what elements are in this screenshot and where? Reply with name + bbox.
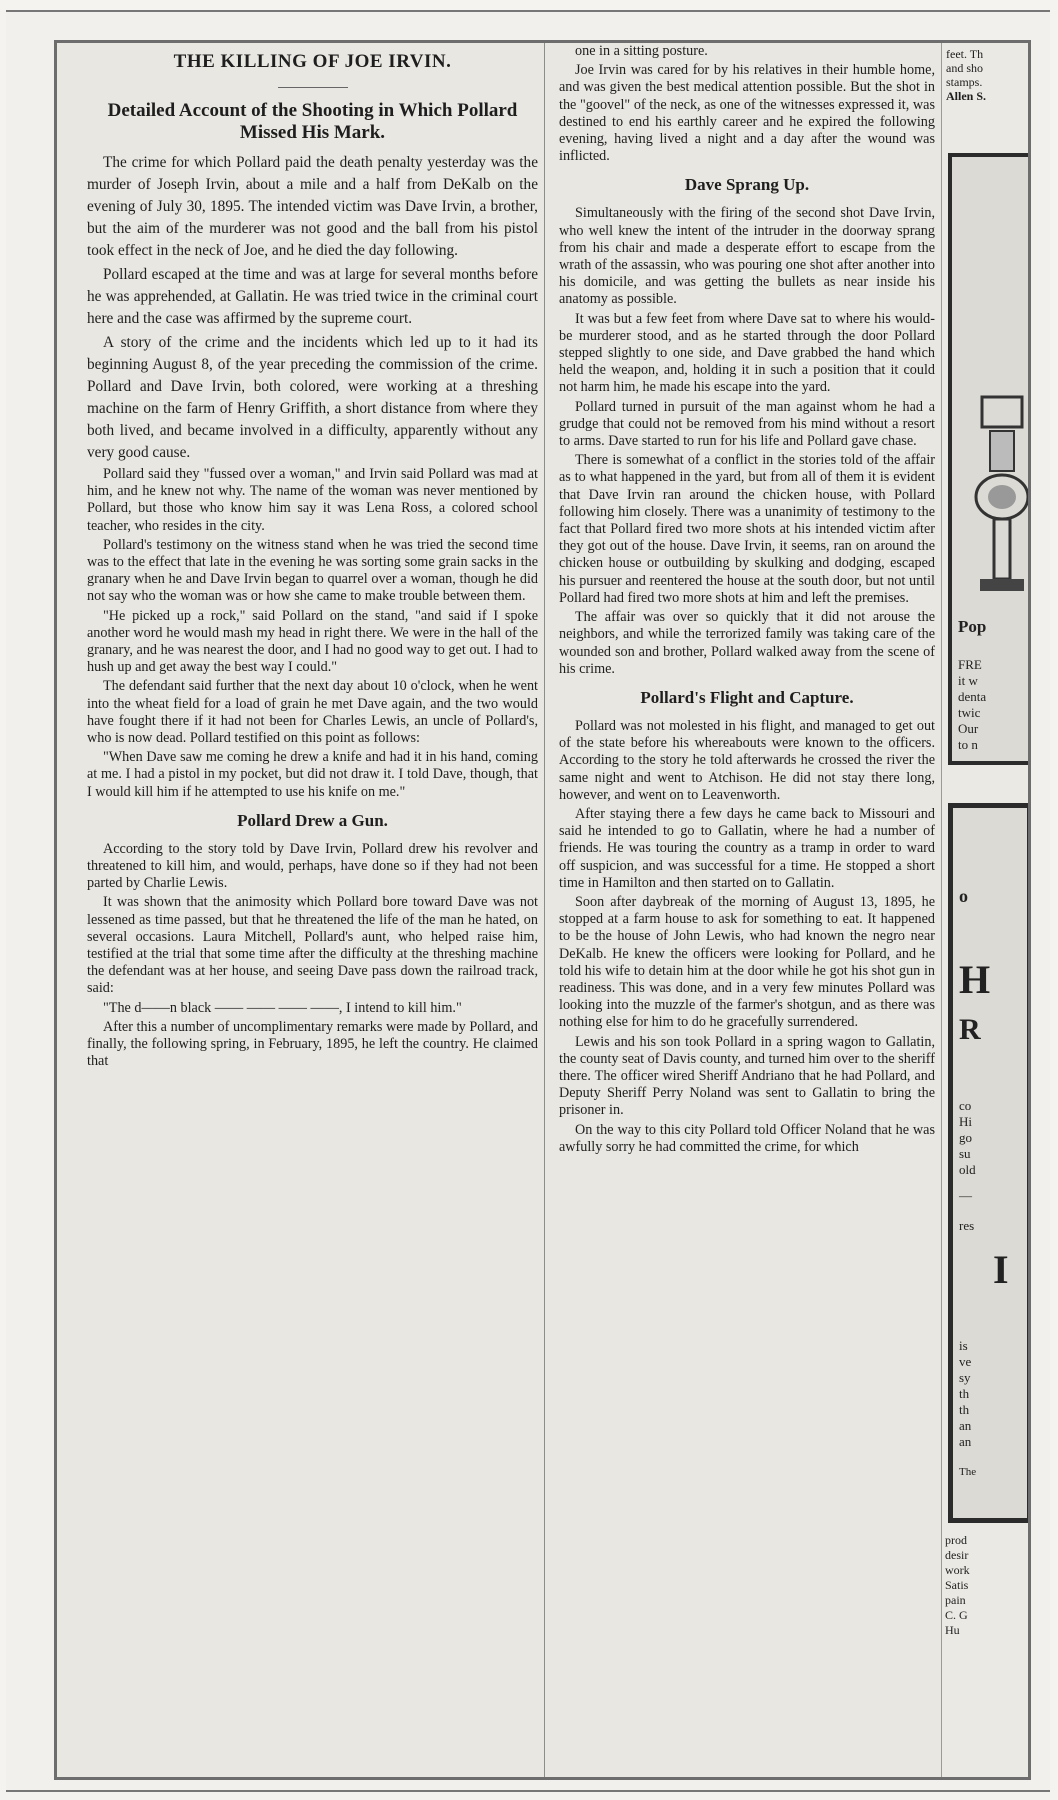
paragraph: "He picked up a rock," said Pollard on the stand, "and said if I spoke another word he would mash my head in right there. We were in the hall of the granary, and he was nearest the door, and I had no good way to get out. I had to hush up and get away the best way I could."	[87, 607, 538, 676]
neighbor-bottom-fragments	[945, 1533, 1031, 1638]
article-subhead: Detailed Account of the Shooting in Which Pollard Missed His Mark.	[107, 100, 518, 143]
advertisement-box-2	[948, 803, 1031, 1523]
paragraph: Pollard was not molested in his flight, and managed to get out of the state before his whereabouts were known to the officers. According to the story he told afterwards he crossed the river the same night and went to Atchison. He did not stay there long, however, and went on to Leavenworth.	[559, 717, 935, 803]
paragraph: Pollard said they "fussed over a woman," and Irvin said Pollard was mad at him, and he knew not why. The name of the woman was never mentioned by Pollard, but those who know him say it was Lena Ross, a colored school teacher, who resides in the city.	[87, 466, 538, 534]
paragraph: Lewis and his son took Pollard in a spring wagon to Gallatin, the county seat of Davis county, and turned him over to the sheriff there. The officer wired Sheriff Andriano that he had Pollard, and Deputy Sheriff Perry Noland was sent to Gallatin to bring the prisoner in.	[559, 1033, 935, 1119]
article-column-1	[77, 43, 545, 1777]
paragraph: "When Dave saw me coming he drew a knife and had it in his hand, coming at me. I had a pistol in my pocket, but did not draw it. I told Dave, though, that I would kill him if he attempted to use his knife on me."	[87, 749, 538, 800]
neighbor-line: pain	[945, 1593, 966, 1607]
ad-fragment: th	[959, 1386, 970, 1401]
ad-fragment: Hi	[959, 1114, 972, 1129]
section-heading-flight-and-capture: Pollard's Flight and Capture.	[640, 687, 854, 707]
paragraph: On the way to this city Pollard told Officer Noland that he was awfully sorry he had committed the crime, for which	[559, 1121, 935, 1155]
ad-fragment: an	[959, 1418, 972, 1433]
newspaper-clipping	[54, 40, 1031, 1780]
paragraph: The defendant said further that the next day about 10 o'clock, when he went into the wheat field for a load of grain he met Dave again, and the two would have fought there if it had not been for Charles Lewis, an uncle of Pollard's, who is now dead. Pollard testified on this point as follows:	[87, 678, 538, 747]
page-frame	[6, 10, 1050, 1792]
paragraph: Pollard turned in pursuit of the man against whom he had a grudge that could not be removed from his mind without a resort to arms. Dave started to run for his life and Pollard gave chase.	[559, 398, 935, 450]
paragraph: Joe Irvin was cared for by his relatives in their humble home, and was given the best medical attention possible. But the shot in the "goovel" of the neck, as one of the witnesses expressed it, was destined to end his earthly career and he expired the following evening, having lived a night and a day after the wound was inflicted.	[559, 62, 935, 165]
ad-big-letter: H	[959, 957, 991, 1002]
paragraph: Soon after daybreak of the morning of August 13, 1895, he stopped at a farm house to ask for something to eat. It happened to be the house of John Lewis, who had known the negro near DeKalb. He knew the officers were looking for Pollard, and he told his wife to detain him at the door while he got his shot gun in readiness. This was done, and in a very few minutes Pollard was looking into the muzzle of the farmer's shotgun, and as there was nothing else for him to do he gracefully surrendered.	[559, 893, 935, 1031]
ad-fragment: ve	[959, 1354, 972, 1369]
paragraph: Simultaneously with the firing of the second shot Dave Irvin, who well knew the intent of the intruder in the doorway sprang from his chair and made a desperate effort to escape from the wrath of the assassin, who was pouring one shot after another into his domicile, and was getting the bullets as near inside his anatomy as possible.	[559, 205, 935, 308]
lamp-illustration-icon	[972, 387, 1031, 607]
ad-fragment: old	[959, 1162, 976, 1177]
paragraph: A story of the crime and the incidents which led up to it had its beginning August 8, of the year preceding the commission of the crime. Pollard and Dave Irvin, both colored, were working at a threshing machine on the farm of Henry Griffith, a short distance from where they both lived, and became involved in a difficulty, apparently without any very good cause.	[87, 334, 538, 461]
article-headline: THE KILLING OF JOE IRVIN.	[173, 51, 452, 72]
neighbor-line: work	[945, 1563, 970, 1577]
section-heading-pollard-drew-a-gun: Pollard Drew a Gun.	[237, 810, 388, 830]
paragraph: There is somewhat of a conflict in the stories told of the affair as to what happened in the yard, but from all of them it is evident that Dave Irvin ran around the chicken house, with Pollard following him closely. There was a unanimity of testimony to the fact that Pollard fired two more shots at his intended victim after they got out of the house. Dave Irvin, it seems, ran on around the chicken house or outbuilding by skulking and dodging, escaped his pursuer and reentered the house at the south door, but not until Pollard had fired two more shots at him and left the premises.	[559, 452, 935, 606]
neighbor-line: prod	[945, 1533, 967, 1547]
paragraph: Pollard escaped at the time and was at large for several months before he was apprehended, at Gallatin. He was tried twice in the criminal court here and the case was affirmed by the supreme court.	[87, 266, 538, 327]
paragraph: "The d——n black —— —— —— ——, I intend to kill him."	[103, 999, 462, 1016]
neighbor-line: stamps.	[946, 75, 983, 89]
ad-fragment: o	[959, 886, 968, 906]
neighbor-line: Hu	[945, 1623, 960, 1637]
neighbor-column-sliver	[941, 43, 1031, 1777]
ad-fragment: FRE	[958, 657, 982, 672]
paragraph: Pollard's testimony on the witness stand when he was tried the second time was to the effect that late in the evening he was sorting some grain sacks in the granary when he and Dave Irvin began to quarrel over a woman, though he did not say who the woman was or how she came to make trouble between them.	[87, 536, 538, 605]
paragraph: After staying there a few days he came back to Missouri and said he intended to go to Gallatin, where he had a number of friends. He was touring the country as a tramp in order to ward off suspicion, and was successful for a time. He stopped a short time in Hamilton and then started on to Gallatin.	[559, 805, 935, 891]
paragraph: According to the story told by Dave Irvin, Pollard drew his revolver and threatened to kill him, and would, perhaps, have done so if they had not been parted by Charlie Lewis.	[87, 840, 538, 892]
paragraph: The affair was over so quickly that it did not arouse the neighbors, and while the terrorized family was taking care of the wounded son and brother, Pollard walked away from the scene of his crime.	[559, 609, 935, 677]
neighbor-line: Allen S.	[946, 89, 987, 103]
ad-fragment: —	[959, 1188, 972, 1203]
ad-fragment: Our	[958, 721, 979, 736]
ad-fragment: is	[959, 1338, 968, 1353]
ad-fragment: res	[959, 1218, 975, 1233]
neighbor-line: Satis	[945, 1578, 969, 1592]
ad-bar-letter: I	[993, 1247, 1009, 1292]
ad-fragment: go	[959, 1130, 972, 1145]
ad-fragment: co	[959, 1098, 972, 1113]
neighbor-line: desir	[945, 1548, 969, 1562]
neighbor-line: and sho	[946, 61, 983, 75]
ad-big-letter: R	[959, 1013, 981, 1046]
paragraph: one in a sitting posture.	[575, 43, 708, 59]
ad-fragment: su	[959, 1146, 971, 1161]
paragraph: It was but a few feet from where Dave sat to where his would-be murderer stood, and as he started through the door Pollard stepped slightly to one side, and Dave grabbed the hand which held the weapon, and, holding it in such a position that it could not harm him, he made his escape into the yard.	[559, 310, 935, 396]
ad-fragment: Pop	[958, 617, 987, 636]
ad-fragment: th	[959, 1402, 970, 1417]
ad-fragment: The	[959, 1466, 977, 1478]
neighbor-line: C. G	[945, 1608, 968, 1622]
neighbor-line: feet. Th	[946, 47, 984, 61]
ad-fragment: twic	[958, 705, 981, 720]
advertisement-box-1	[948, 153, 1031, 765]
paragraph: The crime for which Pollard paid the death penalty yesterday was the murder of Joseph Irvin, about a mile and a half from DeKalb on the evening of July 30, 1895. The intended victim was Dave Irvin, a brother, but the aim of the murderer was not good and the ball from his pistol took effect in the neck of Joe, and he died the day following.	[87, 154, 538, 259]
headline-rule	[278, 87, 348, 88]
paragraph: After this a number of uncomplimentary remarks were made by Pollard, and finally, the following spring, in February, 1895, he left the country. He claimed that	[87, 1018, 538, 1070]
ad-fragment: it w	[958, 673, 978, 688]
neighbor-top-text	[946, 47, 1031, 103]
ad-fragment: denta	[958, 689, 987, 704]
article-column-2	[549, 43, 941, 1777]
section-heading-dave-sprang-up: Dave Sprang Up.	[684, 175, 810, 195]
paragraph: It was shown that the animosity which Pollard bore toward Dave was not lessened as time passed, but that he threatened the life of the man he hated, on several occasions. Laura Mitchell, Pollard's aunt, who helped raise him, testified at the trial that some time after the difficulty at the threshing machine the defendant was at her house, and seeing Dave pass down the railroad track, said:	[87, 894, 538, 997]
ad-fragment: to n	[958, 737, 978, 752]
ad-fragment: sy	[959, 1370, 971, 1385]
ad-fragment: an	[959, 1434, 972, 1449]
